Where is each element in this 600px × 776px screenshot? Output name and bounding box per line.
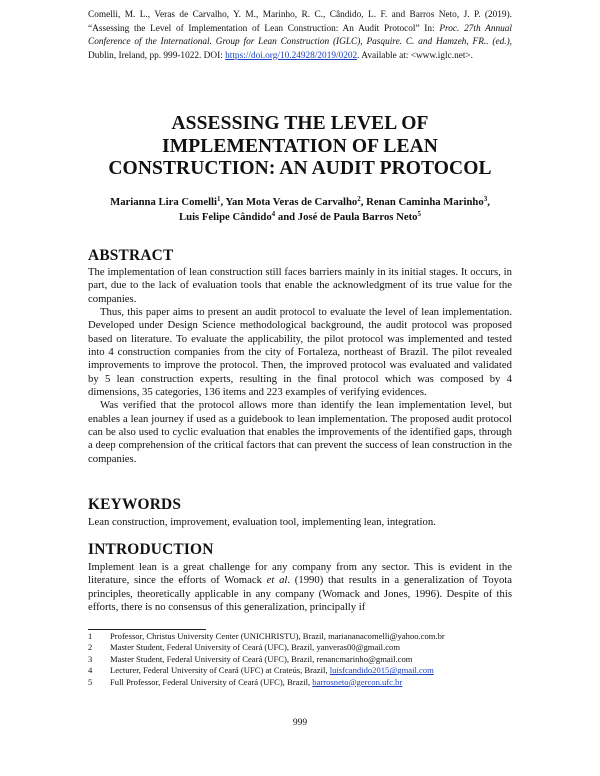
abstract-body: [88, 266, 512, 466]
author: Luis Felipe Cândido$^4$ and: [179, 210, 298, 223]
title-line: ASSESSING THE LEVEL OF: [171, 113, 429, 134]
citation-proceedings: Proc. 27th Annual Conference of the International. Group for Lean Construction (IGLC), Pasquire. C. and Hamzeh, FR.. (ed.),: [88, 23, 513, 48]
abstract-heading: ABSTRACT: [88, 247, 174, 264]
author-line: [70, 210, 530, 225]
author-email: yanveras00@gmail.com: [316, 642, 401, 653]
footnote-divider: [88, 629, 206, 630]
citation-text: Comelli, M. L., Veras de Carvalho, Y. M., Marinho, R. C., Cândido, L. F. and Barros Neto, J. P. (2019). “Assessing the Level of Implementation of Lean Construction: An Audit Protocol” In:: [88, 10, 512, 34]
citation-text: . Available at: <www.iglc.net>.: [357, 50, 473, 61]
author: Marianna Lira Comelli$^1$,: [110, 195, 226, 208]
author-email-link[interactable]: luisfcandido2015@gmail.com: [329, 665, 434, 676]
page-number: 999: [292, 718, 308, 728]
title-line: IMPLEMENTATION OF LEAN: [162, 135, 438, 157]
keywords-heading: KEYWORDS: [88, 496, 182, 513]
footnote: 1 Professor, Christus University Center (UNICHRISTU), Brazil, mariananacomelli@yahoo.com.br: [88, 631, 445, 641]
citation-text: Dublin, Ireland, pp. 999-1022. DOI:: [88, 50, 226, 61]
author-email: renancmarinho@gmail.com: [316, 653, 413, 664]
citation-header: [88, 9, 512, 63]
paper-title: [60, 113, 540, 181]
abstract-paragraph: Was verified that the protocol allows more than identify the lean implementation level, but enables a lean journey if used as a guidebook to lean implementation. The proposed audit protocol can be also used to cyclic evaluation that enables the improvements of the identified gaps, through a deep comprehension of the critical factors that can prevent the success of lean construction in the companies.: [88, 399, 512, 465]
abstract-paragraph: The implementation of lean construction still faces barriers mainly in its initial stages. It occurs, in part, due to the lack of evaluation tools that enable the acknowledgment of its true value for the companies.: [88, 266, 512, 305]
introduction-body: Implement lean is a great challenge for any company from any sector. This is evident in the literature, since the efforts of Womack et al. (1990) that results in a generalization of Toyota principles, theoretically applicable in any company (Womack and Jones, 1996). Despite of this efforts, there is no consensus of this generalization, principally if: [88, 561, 513, 614]
author: Renan Caminha Marinho$^3$,: [366, 195, 490, 208]
author: Yan Mota Veras de Carvalho$^2$,: [225, 195, 367, 208]
author-line: [70, 195, 530, 210]
title-line: CONSTRUCTION: AN AUDIT PROTOCOL: [108, 158, 492, 179]
footnotes: [88, 631, 512, 688]
author-list: [70, 195, 530, 225]
keywords-body: Lean construction, improvement, evaluation tool, implementing lean, integration.: [88, 516, 436, 528]
author: José de Paula Barros Neto$^5$: [297, 210, 421, 223]
author-email-link[interactable]: barrosneto@gercon.ufc.br: [312, 676, 403, 687]
footnote: 3 Master Student, Federal University of Ceará (UFC), Brazil, renancmarinho@gmail.com: [88, 653, 413, 664]
introduction-heading: INTRODUCTION: [88, 541, 214, 558]
author-email: mariananacomelli@yahoo.com.br: [328, 631, 445, 641]
footnote: 2 Master Student, Federal University of Ceará (UFC), Brazil, yanveras00@gmail.com: [88, 642, 401, 653]
footnote: 5 Full Professor, Federal University of Ceará (UFC), Brazil, barrosneto@gercon.ufc.br: [88, 676, 403, 687]
doi-link[interactable]: https://doi.org/10.24928/2019/0202: [225, 50, 358, 61]
footnote: 4 Lecturer, Federal University of Ceará (UFC) at Crateús, Brazil, luisfcandido2015@gmail.com: [88, 665, 434, 676]
abstract-paragraph: Thus, this paper aims to present an audit protocol to evaluate the level of lean implementation. Developed under Design Science methodological background, the audit protocol was proposed based on literature. To evaluate the applicability, the pilot protocol was implemented and tested into 4 construction companies from the city of Fortaleza, northeast of Brazil. The pilot revealed improvements to improve the protocol. Then, the improved protocol was evaluated and validated by 5 lean construction experts, resulting in the final protocol which was composed by 4 dimensions, 35 categories, 136 items and 223 examples of verifying evidences.: [88, 306, 512, 399]
